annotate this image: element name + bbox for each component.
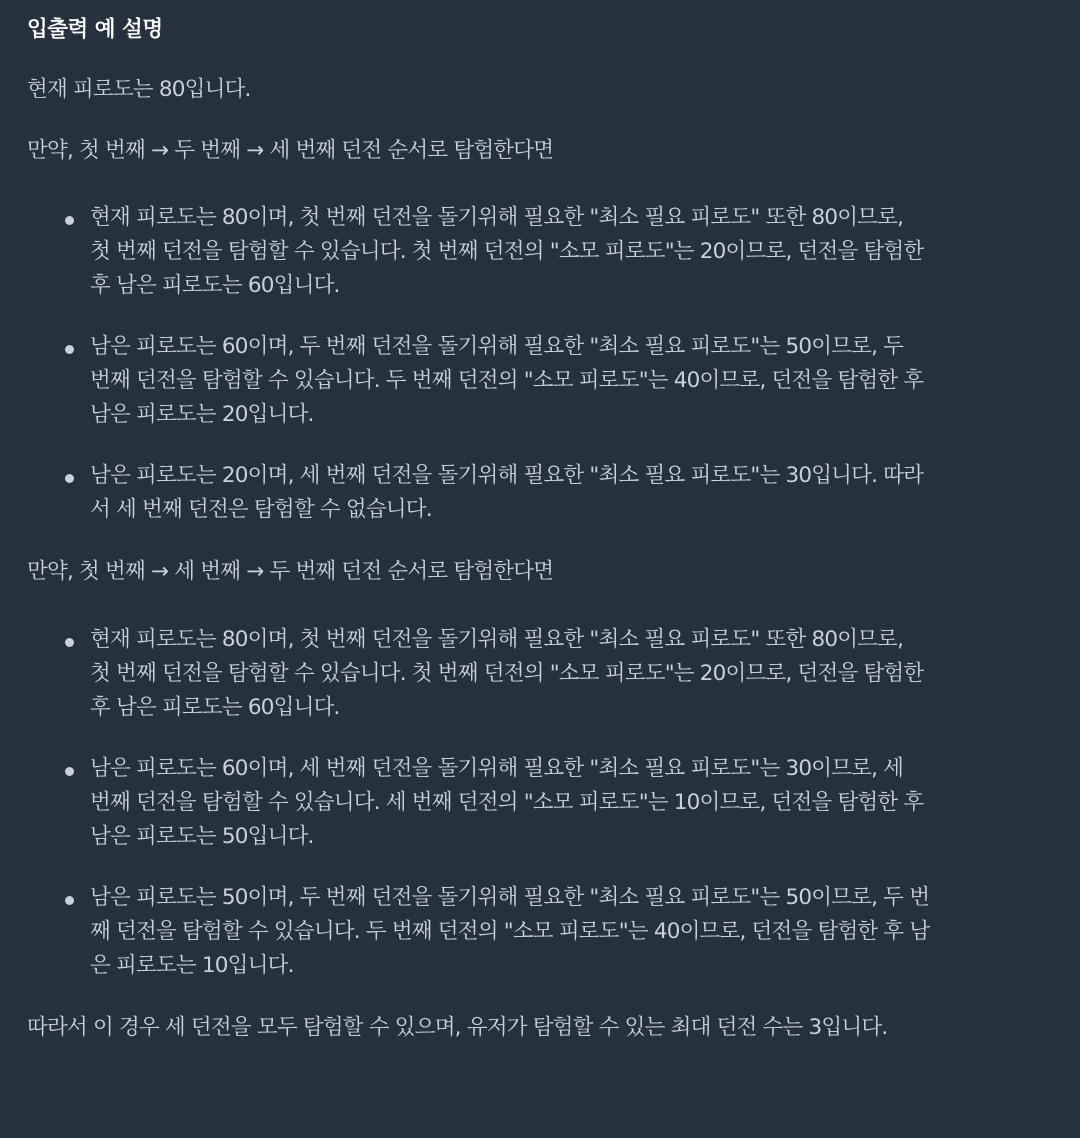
step-line: 째 던전을 탐험할 수 있습니다. 두 번째 던전의 "소모 피로도"는 40이므로, 던전을 탐험한 후 남: [90, 919, 930, 944]
bullet-dot-icon: [65, 638, 74, 647]
step-line: 남은 피로도는 50이며, 두 번째 던전을 돌기위해 필요한 "최소 필요 피로도"는 50이므로, 두 번: [90, 885, 930, 910]
scenario2-steps: [27, 623, 1060, 983]
step-line: 번째 던전을 탐험할 수 있습니다. 두 번째 던전의 "소모 피로도"는 40이므로, 던전을 탐험한 후: [90, 368, 924, 393]
scenario2-intro: 만약, 첫 번째 → 세 번째 → 두 번째 던전 순서로 탐험한다면: [27, 559, 554, 584]
list-item: [27, 201, 1060, 303]
bullet-dot-icon: [65, 474, 74, 483]
step-line: 남은 피로도는 50입니다.: [90, 824, 314, 849]
bullet-dot-icon: [65, 896, 74, 905]
step-line: 후 남은 피로도는 60입니다.: [90, 695, 340, 720]
list-item: [27, 881, 1060, 983]
step-line: 서 세 번째 던전은 탐험할 수 없습니다.: [90, 497, 432, 522]
step-line: 남은 피로도는 60이며, 세 번째 던전을 돌기위해 필요한 "최소 필요 피로도"는 30이므로, 세: [90, 756, 904, 781]
scenario1-intro: 만약, 첫 번째 → 두 번째 → 세 번째 던전 순서로 탐험한다면: [27, 138, 554, 163]
step-line: 남은 피로도는 60이며, 두 번째 던전을 돌기위해 필요한 "최소 필요 피로도"는 50이므로, 두: [90, 334, 904, 359]
list-item: [27, 330, 1060, 432]
list-item: [27, 459, 1060, 527]
step-line: 현재 피로도는 80이며, 첫 번째 던전을 돌기위해 필요한 "최소 필요 피로도" 또한 80이므로,: [90, 627, 904, 652]
bullet-dot-icon: [65, 345, 74, 354]
step-line: 현재 피로도는 80이며, 첫 번째 던전을 돌기위해 필요한 "최소 필요 피로도" 또한 80이므로,: [90, 205, 904, 230]
scenario1-steps: [27, 201, 1060, 527]
step-line: 첫 번째 던전을 탐험할 수 있습니다. 첫 번째 던전의 "소모 피로도"는 20이므로, 던전을 탐험한: [90, 661, 924, 686]
bullet-dot-icon: [65, 767, 74, 776]
step-line: 남은 피로도는 20이며, 세 번째 던전을 돌기위해 필요한 "최소 필요 피로도"는 30입니다. 따라: [90, 463, 924, 488]
bullet-dot-icon: [65, 216, 74, 225]
step-line: 첫 번째 던전을 탐험할 수 있습니다. 첫 번째 던전의 "소모 피로도"는 20이므로, 던전을 탐험한: [90, 239, 924, 264]
section-heading: 입출력 예 설명: [27, 17, 163, 42]
list-item: [27, 752, 1060, 854]
conclusion-text: 따라서 이 경우 세 던전을 모두 탐험할 수 있으며, 유저가 탐험할 수 있는 최대 던전 수는 3입니다.: [27, 1015, 888, 1040]
list-item: [27, 623, 1060, 725]
step-line: 후 남은 피로도는 60입니다.: [90, 273, 340, 298]
step-line: 번째 던전을 탐험할 수 있습니다. 세 번째 던전의 "소모 피로도"는 10이므로, 던전을 탐험한 후: [90, 790, 924, 815]
step-line: 은 피로도는 10입니다.: [90, 953, 294, 978]
current-fatigue-text: 현재 피로도는 80입니다.: [27, 77, 251, 102]
step-line: 남은 피로도는 20입니다.: [90, 402, 314, 427]
